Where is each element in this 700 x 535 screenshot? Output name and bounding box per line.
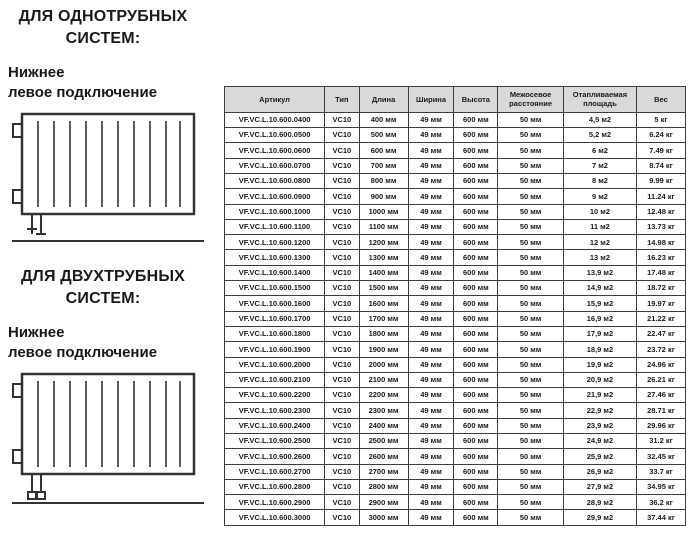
section2-title-line2: СИСТЕМ: (65, 289, 141, 307)
table-cell: 23.72 кг (636, 342, 685, 357)
table-cell: 50 мм (498, 342, 564, 357)
table-cell: 49 мм (408, 128, 454, 143)
table-cell: 28,9 м2 (563, 495, 636, 510)
table-cell: 49 мм (408, 342, 454, 357)
table-cell: VC10 (325, 495, 359, 510)
table-cell: 49 мм (408, 357, 454, 372)
table-cell: 21,9 м2 (563, 388, 636, 403)
table-cell: VF.VC.L.10.600.0800 (225, 173, 325, 188)
table-cell: 600 мм (454, 143, 498, 158)
table-cell: 26.21 кг (636, 372, 685, 387)
table-cell: 50 мм (498, 372, 564, 387)
table-cell: VC10 (325, 158, 359, 173)
section2-title (8, 266, 198, 309)
table-row (225, 189, 686, 204)
table-cell: 50 мм (498, 296, 564, 311)
table-cell: 1600 мм (359, 296, 408, 311)
table-cell: 50 мм (498, 311, 564, 326)
table-cell: 20,9 м2 (563, 372, 636, 387)
table-cell: 600 мм (454, 250, 498, 265)
table-cell: 2200 мм (359, 388, 408, 403)
table-cell: VF.VC.L.10.600.0700 (225, 158, 325, 173)
table-cell: 31.2 кг (636, 433, 685, 448)
table-cell: 49 мм (408, 250, 454, 265)
table-cell: 49 мм (408, 464, 454, 479)
header-axis-distance: Межосевое расстояние (498, 87, 564, 113)
section1-title-line2: СИСТЕМ: (65, 29, 141, 47)
table-cell: 2100 мм (359, 372, 408, 387)
table-cell: 49 мм (408, 449, 454, 464)
section2-subtitle-line2: левое подключение (8, 343, 158, 361)
table-cell: 400 мм (359, 112, 408, 127)
table-cell: VC10 (325, 479, 359, 494)
table-cell: 600 мм (454, 296, 498, 311)
table-cell: VF.VC.L.10.600.2800 (225, 479, 325, 494)
table-row (225, 250, 686, 265)
table-cell: 49 мм (408, 326, 454, 341)
table-cell: 21.22 кг (636, 311, 685, 326)
table-cell: 49 мм (408, 112, 454, 127)
table-cell: VC10 (325, 189, 359, 204)
table-cell: 50 мм (498, 250, 564, 265)
table-cell: 600 мм (454, 433, 498, 448)
table-cell: VF.VC.L.10.600.2700 (225, 464, 325, 479)
table-cell: VF.VC.L.10.600.2500 (225, 433, 325, 448)
table-cell: VC10 (325, 296, 359, 311)
table-cell: 8.74 кг (636, 158, 685, 173)
table-cell: VF.VC.L.10.600.2900 (225, 495, 325, 510)
spec-table-body (225, 112, 686, 525)
table-cell: VF.VC.L.10.600.0900 (225, 189, 325, 204)
left-column (8, 6, 220, 510)
table-cell: 4,5 м2 (563, 112, 636, 127)
table-cell: 10 м2 (563, 204, 636, 219)
table-cell: VC10 (325, 281, 359, 296)
table-cell: 50 мм (498, 326, 564, 341)
table-cell: 49 мм (408, 143, 454, 158)
table-cell: 29.96 кг (636, 418, 685, 433)
table-cell: 18.72 кг (636, 281, 685, 296)
table-cell: VC10 (325, 433, 359, 448)
table-row (225, 311, 686, 326)
table-row (225, 219, 686, 234)
table-cell: VF.VC.L.10.600.1800 (225, 326, 325, 341)
table-cell: 49 мм (408, 189, 454, 204)
table-row (225, 158, 686, 173)
table-cell: 49 мм (408, 158, 454, 173)
table-cell: VC10 (325, 326, 359, 341)
table-cell: 600 мм (454, 173, 498, 188)
table-row (225, 510, 686, 525)
table-cell: 14.98 кг (636, 235, 685, 250)
header-weight: Вес (636, 87, 685, 113)
table-cell: 28.71 кг (636, 403, 685, 418)
table-cell: 600 мм (454, 265, 498, 280)
table-cell: 3000 мм (359, 510, 408, 525)
table-cell: 50 мм (498, 388, 564, 403)
table-cell: VF.VC.L.10.600.1300 (225, 250, 325, 265)
table-cell: VC10 (325, 112, 359, 127)
table-cell: VC10 (325, 357, 359, 372)
table-cell: VC10 (325, 403, 359, 418)
section-single-pipe (8, 6, 220, 248)
table-cell: VC10 (325, 128, 359, 143)
table-cell: 50 мм (498, 418, 564, 433)
table-row (225, 388, 686, 403)
table-cell: 50 мм (498, 449, 564, 464)
table-row (225, 495, 686, 510)
table-cell: VF.VC.L.10.600.1100 (225, 219, 325, 234)
table-cell: 19,9 м2 (563, 357, 636, 372)
table-row (225, 464, 686, 479)
table-cell: VF.VC.L.10.600.1900 (225, 342, 325, 357)
table-cell: 50 мм (498, 510, 564, 525)
spec-table-head (225, 87, 686, 113)
table-row (225, 433, 686, 448)
table-row (225, 342, 686, 357)
table-cell: 17,9 м2 (563, 326, 636, 341)
section-two-pipe (8, 266, 220, 510)
table-cell: VF.VC.L.10.600.2600 (225, 449, 325, 464)
table-cell: 24.96 кг (636, 357, 685, 372)
section1-subtitle-line2: левое подключение (8, 83, 158, 101)
table-cell: 6 м2 (563, 143, 636, 158)
table-cell: 600 мм (454, 204, 498, 219)
table-cell: 49 мм (408, 388, 454, 403)
table-cell: 50 мм (498, 158, 564, 173)
table-cell: 50 мм (498, 235, 564, 250)
header-row (225, 87, 686, 113)
table-cell: 13.73 кг (636, 219, 685, 234)
table-cell: 49 мм (408, 479, 454, 494)
table-cell: 600 мм (454, 510, 498, 525)
table-cell: 1300 мм (359, 250, 408, 265)
table-row (225, 265, 686, 280)
table-cell: VC10 (325, 219, 359, 234)
table-cell: 900 мм (359, 189, 408, 204)
table-cell: 600 мм (454, 326, 498, 341)
table-cell: 600 мм (454, 449, 498, 464)
table-row (225, 128, 686, 143)
table-cell: 49 мм (408, 311, 454, 326)
table-cell: 19.97 кг (636, 296, 685, 311)
table-cell: 600 мм (454, 464, 498, 479)
table-row (225, 281, 686, 296)
table-cell: 49 мм (408, 495, 454, 510)
table-cell: 50 мм (498, 357, 564, 372)
table-row (225, 372, 686, 387)
table-cell: 600 мм (454, 158, 498, 173)
table-cell: 50 мм (498, 479, 564, 494)
table-cell: 33.7 кг (636, 464, 685, 479)
spec-table-wrap (224, 86, 686, 526)
table-cell: 5,2 м2 (563, 128, 636, 143)
table-cell: VC10 (325, 250, 359, 265)
section1-subtitle-line1: Нижнее (8, 64, 65, 82)
table-cell: VC10 (325, 372, 359, 387)
table-cell: 2500 мм (359, 433, 408, 448)
table-cell: 5 кг (636, 112, 685, 127)
table-row (225, 143, 686, 158)
table-cell: 13,9 м2 (563, 265, 636, 280)
table-cell: VF.VC.L.10.600.2100 (225, 372, 325, 387)
table-cell: VC10 (325, 204, 359, 219)
table-cell: 9.99 кг (636, 173, 685, 188)
section1-title-line1: ДЛЯ ОДНОТРУБНЫХ (18, 8, 188, 25)
table-cell: 600 мм (454, 128, 498, 143)
table-cell: 2700 мм (359, 464, 408, 479)
table-cell: 600 мм (454, 311, 498, 326)
table-cell: 1500 мм (359, 281, 408, 296)
table-cell: VF.VC.L.10.600.2400 (225, 418, 325, 433)
table-cell: 1000 мм (359, 204, 408, 219)
table-row (225, 479, 686, 494)
table-cell: 600 мм (454, 418, 498, 433)
table-cell: 600 мм (454, 403, 498, 418)
table-cell: VC10 (325, 235, 359, 250)
table-cell: 50 мм (498, 204, 564, 219)
table-cell: 700 мм (359, 158, 408, 173)
table-cell: 16.23 кг (636, 250, 685, 265)
table-cell: 23,9 м2 (563, 418, 636, 433)
table-cell: 22.47 кг (636, 326, 685, 341)
table-row (225, 235, 686, 250)
table-cell: 2000 мм (359, 357, 408, 372)
table-cell: VC10 (325, 510, 359, 525)
table-cell: 11.24 кг (636, 189, 685, 204)
table-cell: 36.2 кг (636, 495, 685, 510)
table-cell: VC10 (325, 143, 359, 158)
table-cell: 800 мм (359, 173, 408, 188)
table-cell: VC10 (325, 173, 359, 188)
table-cell: 7 м2 (563, 158, 636, 173)
table-cell: 49 мм (408, 219, 454, 234)
table-row (225, 326, 686, 341)
table-cell: 49 мм (408, 204, 454, 219)
table-cell: 1100 мм (359, 219, 408, 234)
table-cell: 2300 мм (359, 403, 408, 418)
table-cell: VC10 (325, 265, 359, 280)
table-cell: 49 мм (408, 418, 454, 433)
table-row (225, 449, 686, 464)
table-cell: VF.VC.L.10.600.1000 (225, 204, 325, 219)
table-cell: 37.44 кг (636, 510, 685, 525)
table-cell: 49 мм (408, 235, 454, 250)
table-cell: 14,9 м2 (563, 281, 636, 296)
radiator-diagram-two-pipe (8, 368, 208, 510)
table-cell: 600 мм (454, 357, 498, 372)
header-heated-area: Отапливаемая площадь (563, 87, 636, 113)
table-cell: 2900 мм (359, 495, 408, 510)
table-cell: VF.VC.L.10.600.1400 (225, 265, 325, 280)
table-cell: 50 мм (498, 464, 564, 479)
table-cell: 32.45 кг (636, 449, 685, 464)
table-cell: 8 м2 (563, 173, 636, 188)
section1-subtitle (8, 63, 220, 102)
table-cell: VF.VC.L.10.600.2300 (225, 403, 325, 418)
table-cell: 12.48 кг (636, 204, 685, 219)
table-cell: 49 мм (408, 296, 454, 311)
table-row (225, 418, 686, 433)
table-cell: VF.VC.L.10.600.0500 (225, 128, 325, 143)
table-cell: 600 мм (359, 143, 408, 158)
table-cell: 50 мм (498, 265, 564, 280)
table-cell: 9 м2 (563, 189, 636, 204)
table-cell: 25,9 м2 (563, 449, 636, 464)
table-cell: 1200 мм (359, 235, 408, 250)
table-cell: 600 мм (454, 495, 498, 510)
table-cell: 29,9 м2 (563, 510, 636, 525)
section1-title (8, 6, 198, 49)
section2-subtitle (8, 323, 220, 362)
table-cell: 600 мм (454, 372, 498, 387)
table-cell: VC10 (325, 418, 359, 433)
table-cell: 2400 мм (359, 418, 408, 433)
table-cell: 49 мм (408, 281, 454, 296)
table-cell: VF.VC.L.10.600.3000 (225, 510, 325, 525)
table-cell: 50 мм (498, 403, 564, 418)
table-cell: 600 мм (454, 112, 498, 127)
table-cell: 50 мм (498, 128, 564, 143)
table-cell: 11 м2 (563, 219, 636, 234)
table-cell: 50 мм (498, 433, 564, 448)
table-cell: 1900 мм (359, 342, 408, 357)
table-cell: 6.24 кг (636, 128, 685, 143)
table-cell: VC10 (325, 449, 359, 464)
section2-subtitle-line1: Нижнее (8, 324, 65, 342)
table-cell: VF.VC.L.10.600.0400 (225, 112, 325, 127)
table-cell: 1400 мм (359, 265, 408, 280)
table-cell: 50 мм (498, 112, 564, 127)
table-cell: 50 мм (498, 173, 564, 188)
table-cell: 7.49 кг (636, 143, 685, 158)
table-cell: VC10 (325, 388, 359, 403)
table-cell: 600 мм (454, 219, 498, 234)
header-width: Ширина (408, 87, 454, 113)
header-article: Артикул (225, 87, 325, 113)
table-cell: VC10 (325, 311, 359, 326)
table-cell: VF.VC.L.10.600.2200 (225, 388, 325, 403)
table-cell: 2600 мм (359, 449, 408, 464)
table-cell: 50 мм (498, 143, 564, 158)
table-cell: VF.VC.L.10.600.1500 (225, 281, 325, 296)
table-cell: 18,9 м2 (563, 342, 636, 357)
table-row (225, 296, 686, 311)
table-cell: 16,9 м2 (563, 311, 636, 326)
table-cell: 27.46 кг (636, 388, 685, 403)
table-cell: VF.VC.L.10.600.1600 (225, 296, 325, 311)
table-cell: 24,9 м2 (563, 433, 636, 448)
table-cell: 500 мм (359, 128, 408, 143)
table-cell: VF.VC.L.10.600.2000 (225, 357, 325, 372)
table-cell: 34.95 кг (636, 479, 685, 494)
table-cell: 600 мм (454, 189, 498, 204)
table-cell: VF.VC.L.10.600.1200 (225, 235, 325, 250)
table-row (225, 204, 686, 219)
table-cell: 49 мм (408, 403, 454, 418)
table-cell: 1700 мм (359, 311, 408, 326)
table-cell: 15,9 м2 (563, 296, 636, 311)
table-row (225, 112, 686, 127)
table-row (225, 173, 686, 188)
table-cell: VF.VC.L.10.600.1700 (225, 311, 325, 326)
table-cell: 49 мм (408, 173, 454, 188)
table-cell: 49 мм (408, 510, 454, 525)
table-cell: 22,9 м2 (563, 403, 636, 418)
table-cell: 49 мм (408, 433, 454, 448)
table-cell: 600 мм (454, 342, 498, 357)
table-cell: 600 мм (454, 479, 498, 494)
spec-table (224, 86, 686, 526)
table-cell: 600 мм (454, 235, 498, 250)
table-cell: 2800 мм (359, 479, 408, 494)
table-cell: 50 мм (498, 189, 564, 204)
header-height: Высота (454, 87, 498, 113)
section2-title-line1: ДЛЯ ДВУХТРУБНЫХ (20, 268, 186, 286)
table-cell: 600 мм (454, 281, 498, 296)
table-row (225, 403, 686, 418)
table-cell: 13 м2 (563, 250, 636, 265)
table-cell: 49 мм (408, 265, 454, 280)
table-cell: 600 мм (454, 388, 498, 403)
table-cell: VC10 (325, 342, 359, 357)
header-length: Длина (359, 87, 408, 113)
table-cell: 49 мм (408, 372, 454, 387)
table-cell: 50 мм (498, 219, 564, 234)
table-cell: 12 м2 (563, 235, 636, 250)
table-cell: VF.VC.L.10.600.0600 (225, 143, 325, 158)
table-cell: 1800 мм (359, 326, 408, 341)
table-cell: 17.48 кг (636, 265, 685, 280)
table-cell: VC10 (325, 464, 359, 479)
table-row (225, 357, 686, 372)
radiator-diagram-single-pipe (8, 108, 208, 248)
table-cell: 26,9 м2 (563, 464, 636, 479)
header-type: Тип (325, 87, 359, 113)
table-cell: 50 мм (498, 281, 564, 296)
table-cell: 50 мм (498, 495, 564, 510)
table-cell: 27,9 м2 (563, 479, 636, 494)
